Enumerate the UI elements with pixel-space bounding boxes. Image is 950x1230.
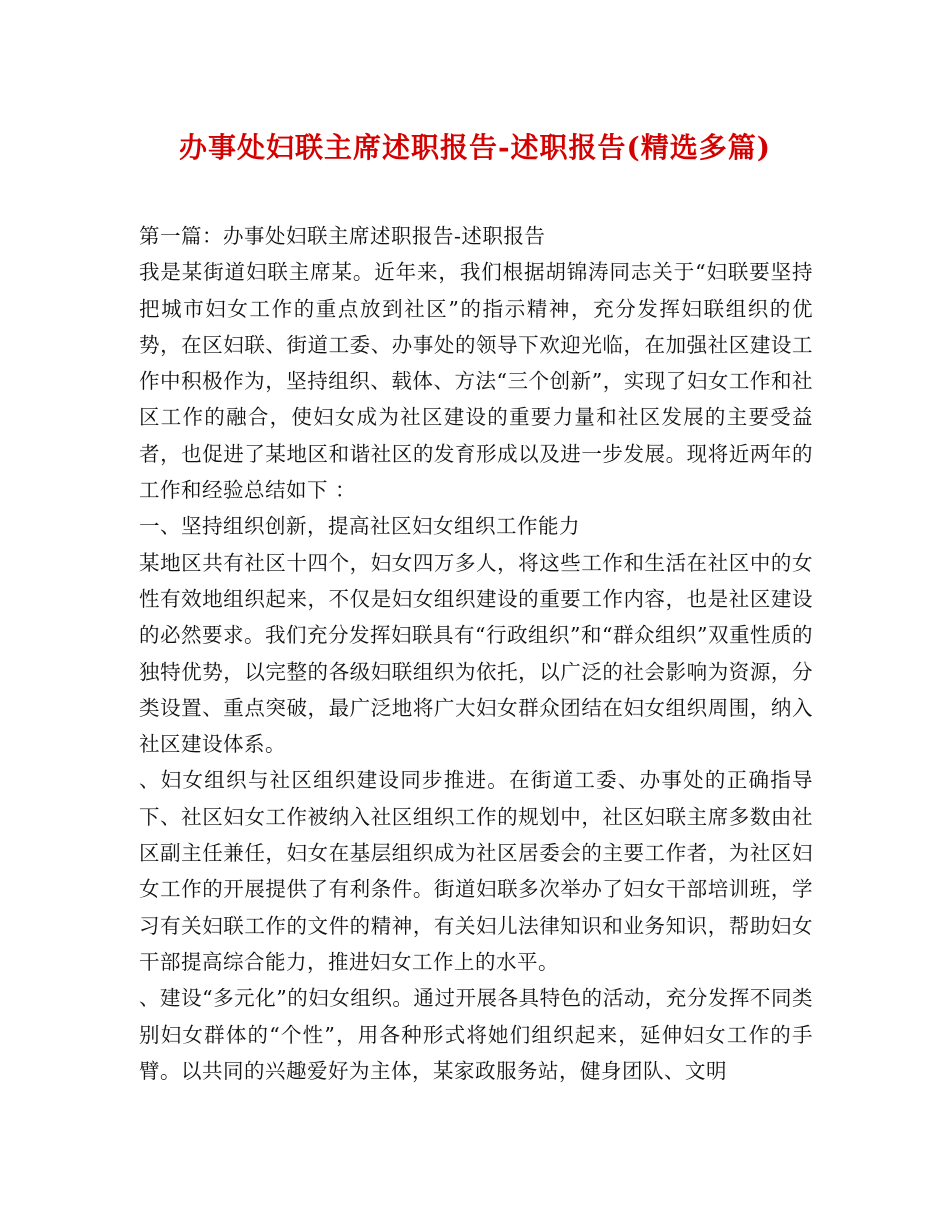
paragraph-introduction: 我是某街道妇联主席某。近年来，我们根据胡锦涛同志关于“妇联要坚持把城市妇女工作的重点放到社区”的指示精神，充分发挥妇联组织的优势，在区妇联、街道工委、办事处的领导下欢迎光临，在加强社区建设工作中积极作为，坚持组织、载体、方法“三个创新”，实现了妇女工作和社区工作的融合，使妇女成为社区建设的重要力量和社区发展的主要受益者，也促进了某地区和谐社区的发育形成以及进一步发展。现将近两年的工作和经验总结如下 ： [139, 260, 813, 503]
paragraph-diversified-organizations: 、建设“多元化”的妇女组织。通过开展各具特色的活动，充分发挥不同类别妇女群体的“个性”，用各种形式将她们组织起来，延伸妇女工作的手臂。以共同的兴趣爱好为主体，某家政服务站，健身团队、文明 [139, 986, 813, 1083]
document-title: 办事处妇联主席述职报告-述职报告(精选多篇) [178, 131, 772, 164]
document-body [139, 218, 813, 1089]
paragraph-synchronous-construction: 、妇女组织与社区组织建设同步推进。在街道工委、办事处的正确指导下、社区妇女工作被纳入社区组织工作的规划中，社区妇联主席多数由社区副主任兼任，妇女在基层组织成为社区居委会的主要工作者，为社区妇女工作的开展提供了有利条件。街道妇联多次举办了妇女干部培训班，学习有关妇联工作的文件的精神，有关妇儿法律知识和业务知识，帮助妇女干部提高综合能力，推进妇女工作上的水平。 [139, 768, 813, 974]
paragraph-section-heading-1: 一、坚持组织创新，提高社区妇女组织工作能力 [139, 514, 580, 539]
paragraph-heading-part-one: 第一篇：办事处妇联主席述职报告-述职报告 [139, 224, 546, 248]
paragraph-organization-overview: 某地区共有社区十四个，妇女四万多人，将这些工作和生活在社区中的女性有效地组织起来，不仅是妇女组织建设的重要工作内容，也是社区建设的必然要求。我们充分发挥妇联具有“行政组织”和“群众组织”双重性质的独特优势，以完整的各级妇联组织为依托，以广泛的社会影响为资源，分类设置、重点突破，最广泛地将广大妇女群众团结在妇女组织周围，纳入社区建设体系。 [139, 550, 813, 757]
